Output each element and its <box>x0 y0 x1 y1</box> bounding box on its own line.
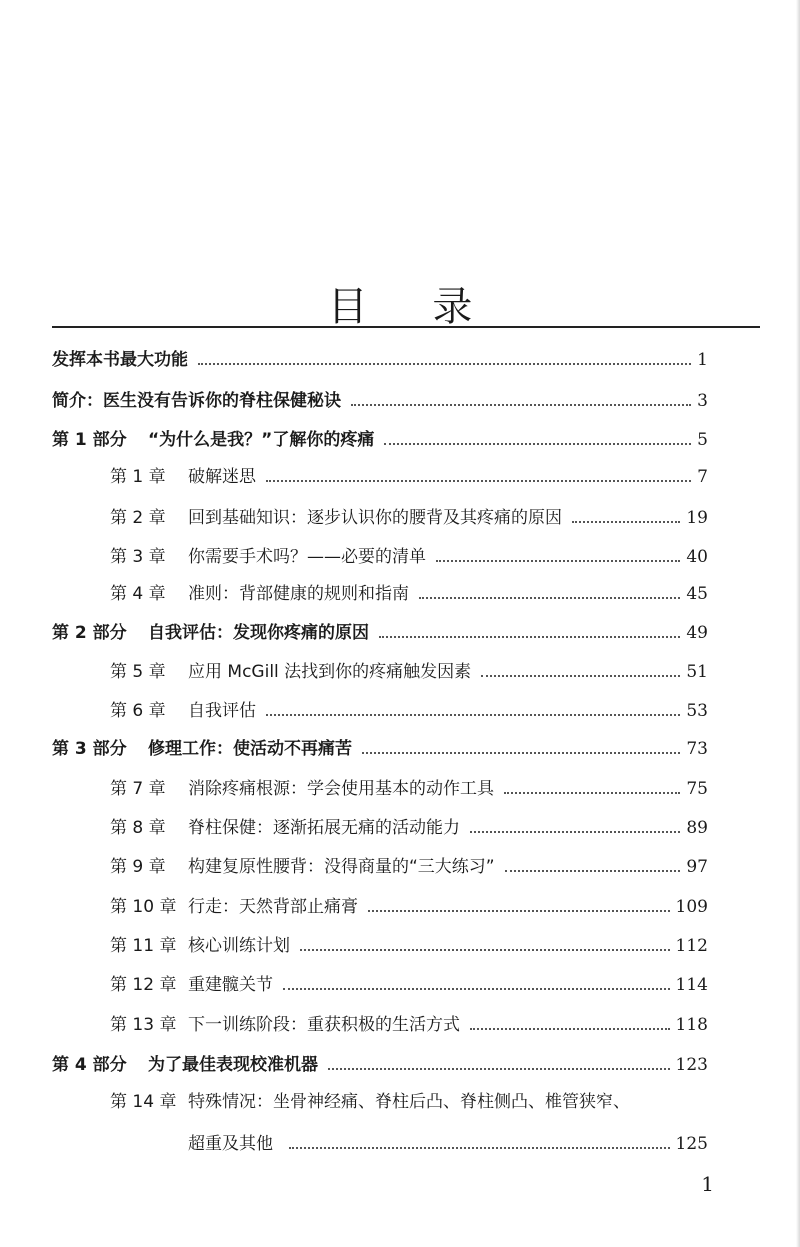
entry-text: 重建髋关节 <box>188 975 273 995</box>
entry-number: 第 12 章 <box>110 975 177 995</box>
toc-chapter-entry[interactable] <box>110 851 708 883</box>
toc-part-entry[interactable] <box>52 385 708 417</box>
dot-leader <box>198 363 691 365</box>
dot-leader <box>384 443 691 445</box>
entry-text: 自我评估：发现你疼痛的原因 <box>148 623 369 643</box>
entry-page-number: 112 <box>675 936 708 956</box>
entry-number: 第 7 章 <box>110 779 166 799</box>
entry-text: 下一训练阶段：重获积极的生活方式 <box>188 1015 460 1035</box>
entry-number: 第 2 部分 <box>52 623 127 643</box>
toc-entry-continuation <box>188 1128 708 1160</box>
toc-chapter-entry[interactable] <box>110 969 708 1001</box>
page-title: 目 录 <box>327 283 499 330</box>
entry-number: 第 9 章 <box>110 857 166 877</box>
entry-page-number: 89 <box>686 818 708 838</box>
entry-page-number: 123 <box>675 1055 708 1075</box>
dot-leader <box>266 480 691 482</box>
entry-text: 构建复原性腰背：没得商量的“三大练习” <box>188 857 495 877</box>
toc-chapter-entry[interactable] <box>110 502 708 534</box>
entry-text: 回到基础知识：逐步认识你的腰背及其疼痛的原因 <box>188 508 562 528</box>
entry-text: 准则：背部健康的规则和指南 <box>188 584 409 604</box>
entry-text: 修理工作：使活动不再痛苦 <box>148 739 352 759</box>
page-number: 1 <box>701 1172 714 1196</box>
entry-text: 自我评估 <box>188 701 256 721</box>
entry-page-number: 114 <box>675 975 708 995</box>
entry-number: 第 8 章 <box>110 818 166 838</box>
entry-page-number: 75 <box>686 779 708 799</box>
entry-page-number: 49 <box>686 623 708 643</box>
toc-part-entry[interactable] <box>52 617 708 649</box>
entry-number: 第 13 章 <box>110 1015 177 1035</box>
dot-leader <box>283 988 670 990</box>
toc-chapter-entry[interactable] <box>110 930 708 962</box>
toc-chapter-entry[interactable] <box>110 812 708 844</box>
toc-chapter-entry[interactable] <box>110 578 708 610</box>
dot-leader <box>351 404 691 406</box>
toc-chapter-entry[interactable] <box>110 461 708 493</box>
entry-page-number: 1 <box>697 350 708 370</box>
dot-leader <box>419 597 680 599</box>
toc-chapter-entry[interactable] <box>110 656 708 688</box>
entry-number: 第 11 章 <box>110 936 177 956</box>
entry-page-number: 45 <box>686 584 708 604</box>
entry-number: 第 10 章 <box>110 897 177 917</box>
toc-part-entry[interactable] <box>52 733 708 765</box>
entry-text: 简介：医生没有告诉你的脊柱保健秘诀 <box>52 391 341 411</box>
entry-number: 第 3 部分 <box>52 739 127 759</box>
toc-part-entry[interactable] <box>52 344 708 376</box>
entry-page-number: 118 <box>675 1015 708 1035</box>
dot-leader <box>266 714 680 716</box>
entry-page-number: 53 <box>686 701 708 721</box>
entry-text: 脊柱保健：逐渐拓展无痛的活动能力 <box>188 818 460 838</box>
toc-chapter-entry[interactable] <box>110 1009 708 1041</box>
entry-page-number: 125 <box>675 1134 708 1154</box>
toc-chapter-entry[interactable] <box>110 891 708 923</box>
entry-text: 超重及其他 <box>188 1134 273 1154</box>
entry-number: 第 5 章 <box>110 662 166 682</box>
toc-chapter-entry[interactable] <box>110 695 708 727</box>
entry-page-number: 97 <box>686 857 708 877</box>
entry-text: 应用 McGill 法找到你的疼痛触发因素 <box>188 662 472 682</box>
dot-leader <box>436 560 680 562</box>
dot-leader <box>572 521 680 523</box>
entry-text: “为什么是我？”了解你的疼痛 <box>148 430 375 450</box>
toc-part-entry[interactable] <box>52 1049 708 1081</box>
entry-text: 特殊情况：坐骨神经痛、脊柱后凸、脊柱侧凸、椎管狭窄、 <box>188 1092 630 1112</box>
entry-number: 第 4 部分 <box>52 1055 127 1075</box>
entry-text: 消除疼痛根源：学会使用基本的动作工具 <box>188 779 494 799</box>
entry-page-number: 51 <box>686 662 708 682</box>
entry-text: 核心训练计划 <box>188 936 290 956</box>
entry-text: 你需要手术吗？——必要的清单 <box>188 547 426 567</box>
dot-leader <box>328 1068 670 1070</box>
entry-page-number: 5 <box>697 430 708 450</box>
dot-leader <box>362 752 680 754</box>
entry-page-number: 7 <box>697 467 708 487</box>
entry-number: 第 1 部分 <box>52 430 127 450</box>
entry-number: 第 6 章 <box>110 701 166 721</box>
dot-leader <box>300 949 670 951</box>
dot-leader <box>481 675 680 677</box>
dot-leader <box>470 831 680 833</box>
dot-leader <box>505 870 681 872</box>
entry-text: 为了最佳表现校准机器 <box>148 1055 318 1075</box>
entry-page-number: 19 <box>686 508 708 528</box>
entry-page-number: 3 <box>697 391 708 411</box>
entry-number: 第 3 章 <box>110 547 166 567</box>
toc-chapter-entry[interactable] <box>110 541 708 573</box>
entry-number: 第 1 章 <box>110 467 166 487</box>
entry-number: 第 14 章 <box>110 1092 177 1112</box>
toc-chapter-entry[interactable] <box>110 1086 708 1118</box>
toc-part-entry[interactable] <box>52 424 708 456</box>
dot-leader <box>289 1147 670 1149</box>
dot-leader <box>379 636 680 638</box>
entry-text: 破解迷思 <box>188 467 256 487</box>
entry-number: 第 4 章 <box>110 584 166 604</box>
dot-leader <box>368 910 670 912</box>
toc-chapter-entry[interactable] <box>110 773 708 805</box>
dot-leader <box>470 1028 670 1030</box>
entry-page-number: 109 <box>675 897 708 917</box>
dot-leader <box>504 792 680 794</box>
entry-text: 发挥本书最大功能 <box>52 350 188 370</box>
entry-page-number: 73 <box>686 739 708 759</box>
entry-page-number: 40 <box>686 547 708 567</box>
entry-text: 行走：天然背部止痛膏 <box>188 897 358 917</box>
entry-number: 第 2 章 <box>110 508 166 528</box>
